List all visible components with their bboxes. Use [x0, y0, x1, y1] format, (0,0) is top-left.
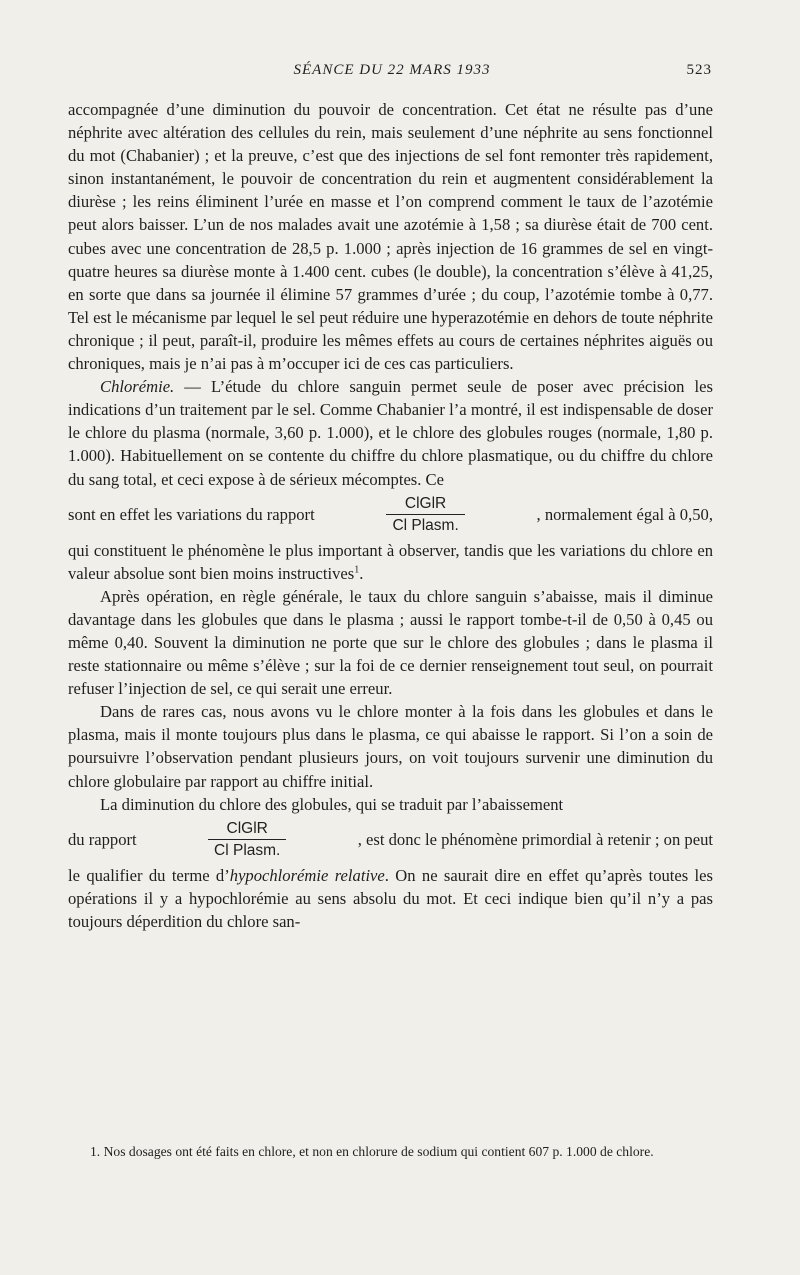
paragraph-5-mid: le qualifier du terme d’: [68, 865, 230, 885]
paragraph-1: accompagnée d’une diminution du pouvoir de concentration. Cet état ne résulte pas d’une néphrite avec altération des cellules du rein, mais seulement d’une néphrite au sens fonctionnel du mot (Chabanier) ; et la preuve, c’est que des injections de sel font remonter très rapidement, sinon instantanément, le pouvoir de concentration du rein et augmentent considérablement la diurèse ; les reins éliminent l’urée en masse et l’on comprend comment le taux de l’azotémie peut alors baisser. L’un de nos malades avait une azotémie à 1,58 ; sa diurèse était de 700 cent. cubes avec une concentration de 28,5 p. 1.000 ; après injection de 16 grammes de sel en vingt-quatre heures sa diurèse monte à 1.400 cent. cubes (le double), la concentration s’élève à 41,25, en sorte que dans sa journée il élimine 57 grammes d’urée ; du coup, l’azotémie tombe à 0,77. Tel est le mécanisme par lequel le sel peut réduire une hyperazotémie en dehors de toute néphrite chronique ; il peut, paraît-il, produire les mêmes effets au cours de certaines néphrites aiguës ou chroniques, mais je n’ai pas à m’occuper ici de ces cas particuliers.: [68, 100, 713, 374]
paragraph-2-text: — L’étude du chlore sanguin permet seule de poser avec précision les indications d’un traitement par le sel. Comme Chabanier l’a montré, il est indispensable de doser le chlore du plasma (normale, 3,60 p. 1.000), et le chlore des globules rouges (normale, 1,80 p. 1.000). Habituellement on se contente du chiffre du chlore plasmatique, ou du chiffre du chlore du sang total, et ceci expose à de sérieux mécomptes. Ce: [68, 377, 713, 489]
fraction-2-numerator: ClGlR: [226, 819, 268, 837]
section-title-chloremie: Chlorémie.: [100, 377, 175, 397]
page-header: [72, 62, 712, 86]
fraction-1-before: sont en effet les variations du rapport: [68, 505, 315, 525]
term-hypochloremie-relative: hypochlorémie relative: [229, 865, 385, 885]
fraction-line-2: [68, 816, 713, 864]
fraction-2-after: , est donc le phénomène primordial à retenir ; on peut: [357, 830, 713, 850]
fraction-line-1: [68, 491, 713, 539]
fraction-1-numerator: ClGlR: [404, 494, 447, 512]
footnote-ref: 1: [354, 564, 360, 576]
paragraph-4: Dans de rares cas, nous avons vu le chlore monter à la fois dans les globules et dans le plasma, mais il monte toujours plus dans le plasma, ce qui abaisse le rapport. Si l’on a soin de poursuivre l’observation pendant plusieurs jours, on voit toujours survenir une diminution du chlore globulaire par rapport au chiffre initial.: [68, 702, 713, 791]
paragraph-2-end-text: qui constituent le phénomène le plus important à observer, tandis que les variations du chlore en valeur absolue sont bien moins instructives: [68, 540, 713, 583]
paragraph-2-end: [68, 539, 713, 585]
ratio-fraction-1: [386, 495, 464, 535]
paragraph-5-end-text: . On ne saurait dire en effet qu’après toutes les opérations il y a hypochlorémie au sens absolu du mot. Et ceci indique bien qu’il n’y a pas toujours déperdition du chlore san-: [68, 865, 713, 931]
paragraph-2-end-punct: .: [359, 563, 364, 583]
fraction-1-denominator: Cl Plasm.: [386, 514, 464, 535]
paragraph-2: [68, 375, 713, 490]
running-title: SÉANCE DU 22 MARS 1933: [293, 62, 491, 78]
fraction-2-before: du rapport: [68, 830, 137, 850]
fraction-2-denominator: Cl Plasm.: [208, 839, 286, 860]
body-text: [68, 98, 713, 933]
paragraph-3: Après opération, en règle générale, le taux du chlore sanguin s’abaisse, mais il diminue davantage dans les globules que dans le plasma ; aussi le rapport tombe-t-il de 0,50 à 0,45 ou même 0,40. Souvent la diminution ne porte que sur le chlore des globules ; dans le plasma il reste stationnaire ou même s’élève ; sur la foi de ce dernier renseignement tout seul, on pourrait refuser l’injection de sel, ce qui serait une erreur.: [68, 586, 713, 699]
page-number: 523: [686, 62, 712, 78]
paragraph-5-start: La diminution du chlore des globules, qui se traduit par l’abaissement: [100, 794, 564, 814]
footnote: 1. Nos dosages ont été faits en chlore, et non en chlorure de sodium qui contient 607 p. 1.000 de chlore.: [90, 1144, 654, 1159]
paragraph-5-end: [68, 864, 713, 933]
fraction-1-after: , normalement égal à 0,50,: [536, 505, 713, 525]
ratio-fraction-2: [208, 820, 286, 860]
